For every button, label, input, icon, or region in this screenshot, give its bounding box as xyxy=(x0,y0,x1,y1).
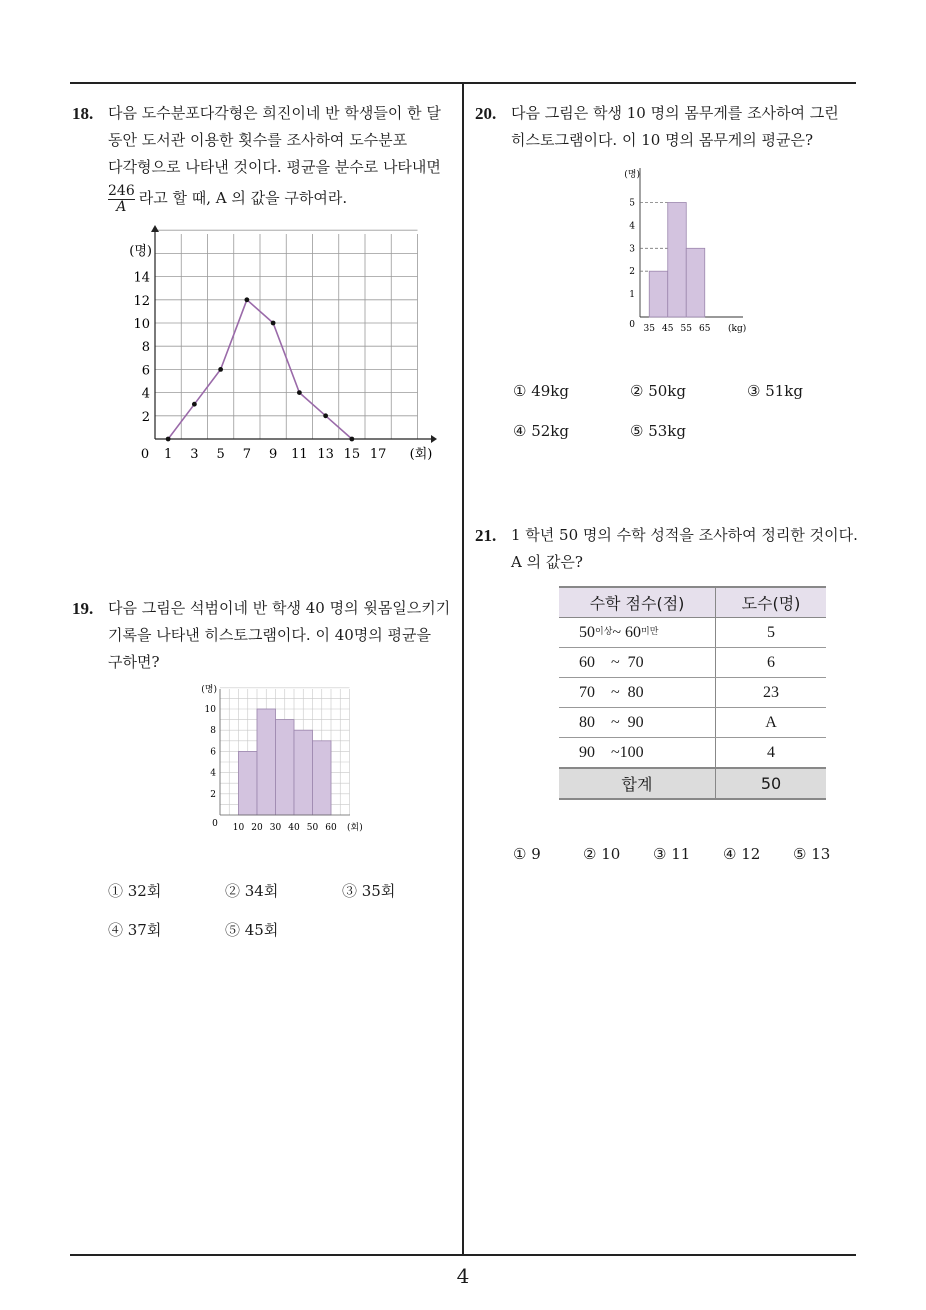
question-text xyxy=(511,522,860,576)
option-3[interactable]: ③ 51kg xyxy=(747,382,803,400)
question-line: 다음 그림은 학생 10 명의 몸무게를 조사하여 그린 xyxy=(511,104,839,122)
table-row xyxy=(559,618,826,648)
x-tick-label: 3 xyxy=(190,447,199,462)
question-text xyxy=(108,100,452,215)
histogram-bar xyxy=(294,730,313,815)
x-tick-label: 50 xyxy=(306,823,319,833)
option-2[interactable]: ② 50kg xyxy=(630,382,686,400)
table-header-row xyxy=(559,587,826,618)
column-divider xyxy=(462,83,464,1255)
x-axis-label: (회) xyxy=(409,447,433,462)
x-tick-label: 0 xyxy=(140,447,150,462)
data-point xyxy=(244,297,249,302)
y-tick-label: 2 xyxy=(141,409,150,425)
x-tick-label: 5 xyxy=(216,447,225,462)
question-line: 기록을 나타낸 히스토그램이다. 이 40명의 평균을 xyxy=(108,626,432,644)
x-tick-label: 0 xyxy=(212,819,218,829)
x-tick-label: 11 xyxy=(291,447,308,462)
y-axis-arrow xyxy=(151,225,159,232)
y-tick-label: 1 xyxy=(629,290,635,301)
y-tick-label: 10 xyxy=(204,705,216,715)
y-tick-label: 4 xyxy=(141,386,150,402)
x-tick-label: 17 xyxy=(369,447,387,462)
data-point xyxy=(297,390,302,395)
table-row xyxy=(559,678,826,708)
frequency-cell: 5 xyxy=(716,618,827,648)
y-axis-label: (명) xyxy=(201,685,217,695)
y-axis-label: (명) xyxy=(129,244,152,259)
x-tick-label: 9 xyxy=(268,447,278,462)
y-tick-label: 8 xyxy=(141,340,150,356)
question-line: 1 학년 50 명의 수학 성적을 조사하여 정리한 것이다. xyxy=(511,526,858,544)
x-axis-arrow xyxy=(431,435,437,443)
question-number: 18. xyxy=(72,104,94,123)
option-2[interactable]: ② 34회 xyxy=(225,882,279,900)
y-tick-label: 5 xyxy=(629,198,635,209)
question-line: 다각형으로 나타낸 것이다. 평균을 분수로 나타내면 xyxy=(108,158,441,176)
question-21 xyxy=(475,522,860,576)
question-20 xyxy=(475,100,855,154)
question-line: 다음 그림은 석범이네 반 학생 40 명의 윗몸일으키기 xyxy=(108,599,451,617)
histogram-bar xyxy=(649,271,668,317)
table-row xyxy=(559,648,826,678)
x-axis-label: (kg) xyxy=(728,324,747,334)
column-header: 수학 점수(점) xyxy=(559,587,716,618)
data-point xyxy=(218,367,223,372)
data-point xyxy=(349,437,354,442)
x-tick-label: 65 xyxy=(699,324,711,334)
total-label-cell: 합계 xyxy=(559,768,716,799)
data-point xyxy=(323,413,328,418)
y-tick-label: 3 xyxy=(629,244,635,255)
total-value-cell: 50 xyxy=(716,768,827,799)
histogram-bar xyxy=(239,751,258,815)
x-tick-label: 30 xyxy=(269,823,282,833)
x-axis-label: (회) xyxy=(347,823,363,833)
table-total-row xyxy=(559,768,826,799)
histogram-chart xyxy=(618,163,758,338)
question-line: 히스토그램이다. 이 10 명의 몸무게의 평균은? xyxy=(511,131,814,149)
option-5[interactable]: ⑤ 13 xyxy=(793,845,831,863)
histogram-bar xyxy=(276,720,295,815)
option-5[interactable]: ⑤ 45회 xyxy=(225,921,279,939)
histogram-bar xyxy=(668,203,687,318)
y-tick-label: 4 xyxy=(210,768,216,779)
histogram-bar xyxy=(257,709,276,815)
page-number: 4 xyxy=(456,1264,470,1288)
frequency-cell: A xyxy=(716,708,827,738)
fraction-numerator: 246 xyxy=(108,182,135,199)
frequency-cell: 4 xyxy=(716,738,827,769)
table-row xyxy=(559,708,826,738)
y-axis-label: (명) xyxy=(624,170,640,180)
question-line-tail: 라고 할 때, A 의 값을 구하여라. xyxy=(138,189,348,207)
y-tick-label: 6 xyxy=(141,363,150,379)
y-tick-label: 14 xyxy=(133,270,150,286)
fraction xyxy=(108,184,135,215)
x-tick-label: 40 xyxy=(288,823,300,833)
x-tick-label: 10 xyxy=(232,823,245,833)
column-header: 도수(명) xyxy=(716,587,827,618)
option-3[interactable]: ③ 35회 xyxy=(342,882,396,900)
y-tick-label: 6 xyxy=(210,747,216,758)
option-1[interactable]: ① 49kg xyxy=(513,382,569,400)
question-line: 다음 도수분포다각형은 희진이네 반 학생들이 한 달 xyxy=(108,104,441,122)
question-19 xyxy=(72,595,457,676)
y-tick-label: 8 xyxy=(210,726,216,737)
score-range-cell: 70 ~ 80 xyxy=(559,678,716,708)
y-tick-label: 4 xyxy=(629,221,635,232)
question-text xyxy=(108,595,457,676)
question-number: 20. xyxy=(475,104,497,123)
frequency-cell: 6 xyxy=(716,648,827,678)
x-tick-label: 20 xyxy=(251,823,263,833)
data-point xyxy=(192,402,197,407)
option-5[interactable]: ⑤ 53kg xyxy=(630,422,686,440)
question-line: 동안 도서관 이용한 횟수를 조사하여 도수분포 xyxy=(108,131,408,149)
option-3[interactable]: ③ 11 xyxy=(653,845,691,863)
question-18 xyxy=(72,100,452,215)
table-row xyxy=(559,738,826,769)
fraction-denominator: A xyxy=(108,199,135,215)
question-line: 구하면? xyxy=(108,653,160,671)
option-4[interactable]: ④ 37회 xyxy=(108,921,162,939)
option-2[interactable]: ② 10 xyxy=(583,845,621,863)
y-tick-label: 12 xyxy=(133,293,150,309)
y-tick-label: 2 xyxy=(629,267,635,278)
frequency-polygon-chart xyxy=(125,222,445,472)
y-tick-label: 0 xyxy=(629,320,635,330)
score-range-cell: 80 ~ 90 xyxy=(559,708,716,738)
question-text xyxy=(511,100,855,154)
option-1[interactable]: ① 32회 xyxy=(108,882,162,900)
frequency-cell: 23 xyxy=(716,678,827,708)
question-number: 19. xyxy=(72,599,94,618)
frequency-table xyxy=(559,586,826,800)
x-tick-label: 35 xyxy=(643,324,655,334)
x-tick-label: 60 xyxy=(325,823,337,833)
score-range-cell: $50^{이상}\sim$ $60^{미만}$ xyxy=(559,618,716,648)
question-line: A 의 값은? xyxy=(511,553,583,571)
option-4[interactable]: ④ 12 xyxy=(723,845,761,863)
question-line xyxy=(108,181,452,215)
x-tick-label: 13 xyxy=(317,447,334,462)
data-point xyxy=(271,321,276,326)
x-tick-label: 1 xyxy=(163,447,173,462)
x-tick-label: 15 xyxy=(343,447,361,462)
y-tick-label: 2 xyxy=(210,789,216,800)
histogram-bar xyxy=(313,741,332,815)
question-number: 21. xyxy=(475,526,497,545)
histogram-bar xyxy=(686,248,705,317)
data-point xyxy=(166,437,171,442)
score-range-cell: 90 ~100 xyxy=(559,738,716,769)
x-tick-label: 45 xyxy=(662,324,674,334)
x-tick-label: 7 xyxy=(242,447,252,462)
y-tick-label: 10 xyxy=(133,317,150,332)
x-tick-label: 55 xyxy=(680,324,692,334)
option-1[interactable]: ① 9 xyxy=(513,845,541,863)
score-range-cell: 60 ~ 70 xyxy=(559,648,716,678)
histogram-chart xyxy=(195,680,370,840)
option-4[interactable]: ④ 52kg xyxy=(513,422,569,440)
